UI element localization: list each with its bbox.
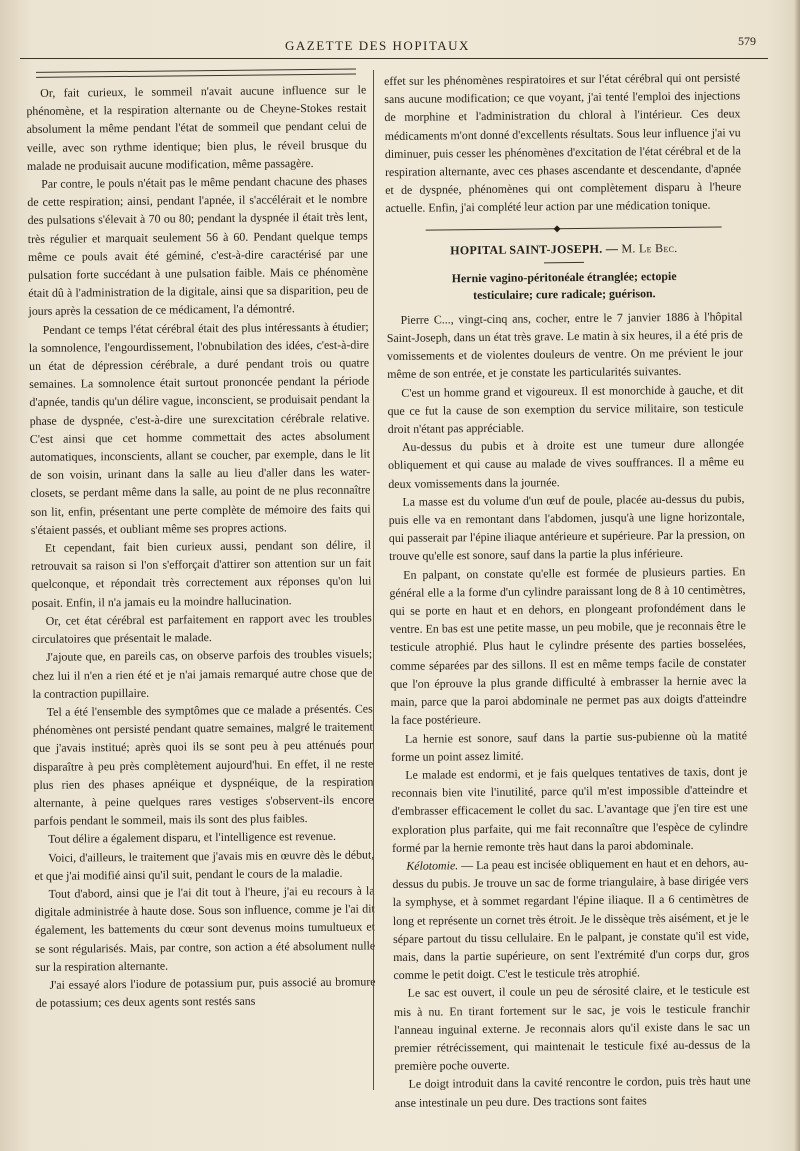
right-intro-paragraph: effet sur les phénomènes respiratoires et sur l'état cérébral qui ont persisté sans aucune modification; ce que voyant, j'ai tenté l'emploi des injections de morphine et l'administration du chloral à l'intérieur. Ces deux médicaments m'ont donné d'excellents résultats. Sous leur influence j'ai vu diminuer, puis cesser les phénomènes d'excitation de l'état cérébral et de la respiration alternante, avec ces phases ascendante et descendante, d'apnée et de dyspnée, phénomènes qui ont complètement disparu à l'heure actuelle. Enfin, j'ai complété leur action par une médication tonique.	[384, 70, 742, 216]
right-paragraph-7: Le malade est endormi, et je fais quelques tentatives de taxis, dont je reconnais bien vite l'inutilité, parce qu'il m'est impossible d'atteindre et d'embrasser efficacement le collet du sac. L'avantage que j'en tire est une exploration plus parfaite, qui me fait reconnaître que l'espèce de cylindre formé par la hernie remonte très haut dans la paroi abdominale.	[391, 764, 748, 855]
ornament-icon: ◆	[553, 222, 561, 233]
left-paragraph-8: Tout délire a également disparu, et l'intelligence est revenue.	[47, 829, 336, 847]
case-title-line-2: testiculaire; cure radicale; guérison.	[473, 285, 656, 302]
column-top-rule	[36, 69, 356, 78]
short-rule	[544, 262, 584, 263]
hospital-doctor: M. Le Bec.	[621, 240, 678, 256]
hospital-name: HOPITAL SAINT-JOSEPH. —	[450, 241, 622, 257]
section-separator	[386, 222, 742, 236]
right-column	[384, 68, 751, 1111]
left-paragraph-6: J'ajoute que, en pareils cas, on observe parfois des troubles visuels; chez lui il n'en a rien été et je n'ai jamais remarqué autre chose que de la contraction pupillaire.	[32, 646, 373, 701]
page-number: 579	[738, 34, 756, 48]
right-paragraph-4: La masse est du volume d'un œuf de poule, placée au-dessus du pubis, puis elle va en remontant dans l'abdomen, jusqu'à une ligne horizontale, qui passerait par l'épine iliaque antérieure et supérieure. Par la pression, on trouve qu'elle est sonore, sauf dans la partie la plus inférieure.	[388, 491, 745, 564]
kelotomie-paragraph	[392, 853, 749, 984]
kelotomie-text: — La peau est incisée obliquement en haut et en dehors, au-dessus du pubis. Je trouve un sac de forme triangulaire, à base dirigée vers la symphyse, et à sommet regardant l'épine iliaque. Il a 6 centimètres de long et représente un cornet très étroit. Je le dissèque très aisément, et je le sépare partout du tissu cellulaire. En le palpant, je constate qu'il est vide, mais, dans la partie supérieure, on sent l'extrémité d'un corps dur, gros comme le petit doigt. C'est le testicule très atrophié.	[392, 855, 750, 983]
right-paragraph-6: La hernie est sonore, sauf dans la partie sus-pubienne où la matité forme un point assez limité.	[391, 727, 748, 764]
hospital-heading	[386, 238, 742, 260]
right-paragraph-1: Pierre C..., vingt-cinq ans, cocher, entre le 7 janvier 1886 à l'hôpital Saint-Joseph, dans un état très grave. Le matin à six heures, il a été pris de vomissements et de violentes douleurs de ventre. On me prévient le jour même de son entrée, et je constate les particularités suivantes.	[386, 309, 744, 382]
column-divider	[373, 70, 374, 1090]
page-edge-shadow	[794, 0, 800, 1151]
running-title: GAZETTE DES HOPITAUX	[285, 38, 470, 53]
left-paragraph-4: Et cependant, fait bien curieux aussi, pendant son délire, il retrouvait sa raison si l'on s'efforçait d'attirer son attention sur un fait quelconque, et répondait très correctement aux réponses qu'on lui posait. Enfin, il n'a jamais eu la moindre hallucination.	[31, 537, 372, 610]
left-paragraph-3: Pendant ce temps l'état cérébral était des plus intéressants à étudier; la somnolence, l'engourdissement, l'obnubilation des idées, c'est-à-dire un état de dépression cérébrale, a duré pendant trois ou quatre semaines. La somnolence était surtout prononcée pendant la période d'apnée, tandis qu'un délire vague, inconscient, se produisait pendant la phase de dyspnée, c'est-à-dire une surexcitation cérébrale relative. C'est ainsi que cet homme commettait des actes absolument automatiques, inconscients, allant se coucher, par exemple, dans le lit de son voisin, urinant dans la salle au lieu d'aller dans les water-closets, se perdant même dans la salle, au point de ne plus reconnaître son lit, enfin, présentant une perte complète de mémoire des faits qui s'étaient passés, et oubliant même ses propres actions.	[28, 319, 371, 537]
case-title-line-1: Hernie vagino-péritonéale étranglée; ectopie	[451, 268, 677, 286]
left-column	[26, 68, 376, 1012]
left-paragraph-5: Or, cet état cérébral est parfaitement en rapport avec les troubles circulatoires que présentait le malade.	[31, 610, 372, 647]
left-paragraph-9: Voici, d'ailleurs, le traitement que j'avais mis en œuvre dès le début, et que j'ai modifié ainsi qu'il suit, pendant le cours de la maladie.	[34, 846, 375, 883]
left-paragraph-11: J'ai essayé alors l'iodure de potassium pur, puis associé au bromure de potassium; ces deux agents sont restés sans	[35, 974, 376, 1011]
left-paragraph-10: Tout d'abord, ainsi que je l'ai dit tout à l'heure, j'ai eu recours à la digitale administrée à haute dose. Sous son influence, comme je l'ai dit également, les battements du cœur sont devenus moins tumultueux et se sont régularisés. Mais, par contre, son action a été absolument nulle sur la respiration alternante.	[34, 883, 376, 974]
right-paragraph-2: C'est un homme grand et vigoureux. Il est monorchide à gauche, et dit que ce fut la cause de son exemption du service militaire, son testicule droit n'étant pas appréciable.	[387, 381, 744, 437]
header-rule	[20, 58, 768, 59]
kelotomie-label: Kélotomie.	[406, 858, 459, 873]
left-paragraph-7: Tel a été l'ensemble des symptômes que ce malade a présentés. Ces phénomènes ont persisté pendant quatre semaines, malgré le traitement que j'avais institué; après quoi ils se sont peu à peu atténués pour disparaître à peu près complètement aujourd'hui. En effet, il ne reste plus rien des phases apnéique et dyspnéique, de la respiration alternante, à peine quelques rares vestiges s'observent-ils encore parfois pendant le sommeil, mais ils sont des plus faibles.	[32, 701, 374, 829]
left-paragraph-2: Par contre, le pouls n'était pas le même pendant chacune des phases de cette respiration; ainsi, pendant l'apnée, il s'accélérait et le nombre des pulsations s'élevait à 70 ou 80; pendant la dyspnée il était très lent, très régulier et marquait seulement 56 à 60. Pendant quelque temps même ce pouls avait été géminé, c'est-à-dire caractérisé par une pulsation forte succédant à une pulsation faible. Mais ce phénomène était dû à l'administration de la digitale, ainsi que sa disparition, peu de jours après la cessation de ce médicament, l'a démontré.	[27, 173, 369, 319]
right-paragraph-5: En palpant, on constate qu'elle est formée de plusieurs parties. En général elle a la forme d'un cylindre paraissant long de 8 à 10 centimètres, qui se porte en haut et en dehors, en plongeant profondément dans le ventre. En bas est une petite masse, un peu mobile, que je reconnais être le testicule atrophié. Plus haut le cylindre présente des parties bosselées, comme séparées par des sillons. Il est en même temps facile de constater que l'on éprouve la plus grande difficulté à embrasser la hernie avec la main, parce que la paroi abdominale ne permet pas aux doigts d'atteindre la face postérieure.	[389, 563, 747, 728]
right-final-paragraph-1: Le sac est ouvert, il coule un peu de sérosité claire, et le testicule est mis à nu. En tirant fortement sur le sac, je vois le testicule franchir l'anneau inguinal externe. Je reconnais alors qu'il existe dans le sac un premier rétrécissement, qui maintenait le testicule fixé au-dessus de la première poche ouverte.	[393, 982, 751, 1074]
right-paragraph-3: Au-dessus du pubis et à droite est une tumeur dure allongée obliquement et qui cause au malade de vives souffrances. Il a même eu deux vomissements dans la journée.	[388, 436, 745, 491]
case-title	[386, 267, 742, 305]
right-final-paragraph-2: Le doigt introduit dans la cavité rencontre le cordon, puis très haut une anse intestinale un peu dure. Des tractions sont faites	[394, 1073, 751, 1110]
left-paragraph-1: Or, fait curieux, le sommeil n'avait aucune influence sur le phénomène, et la respiration alternante ou de Cheyne-Stokes restait absolument la même pendant l'état de sommeil que pendant celui de veille, avec son rythme identique; bien plus, le réveil brusque du malade ne produisait aucune modification, même passagère.	[26, 82, 367, 173]
